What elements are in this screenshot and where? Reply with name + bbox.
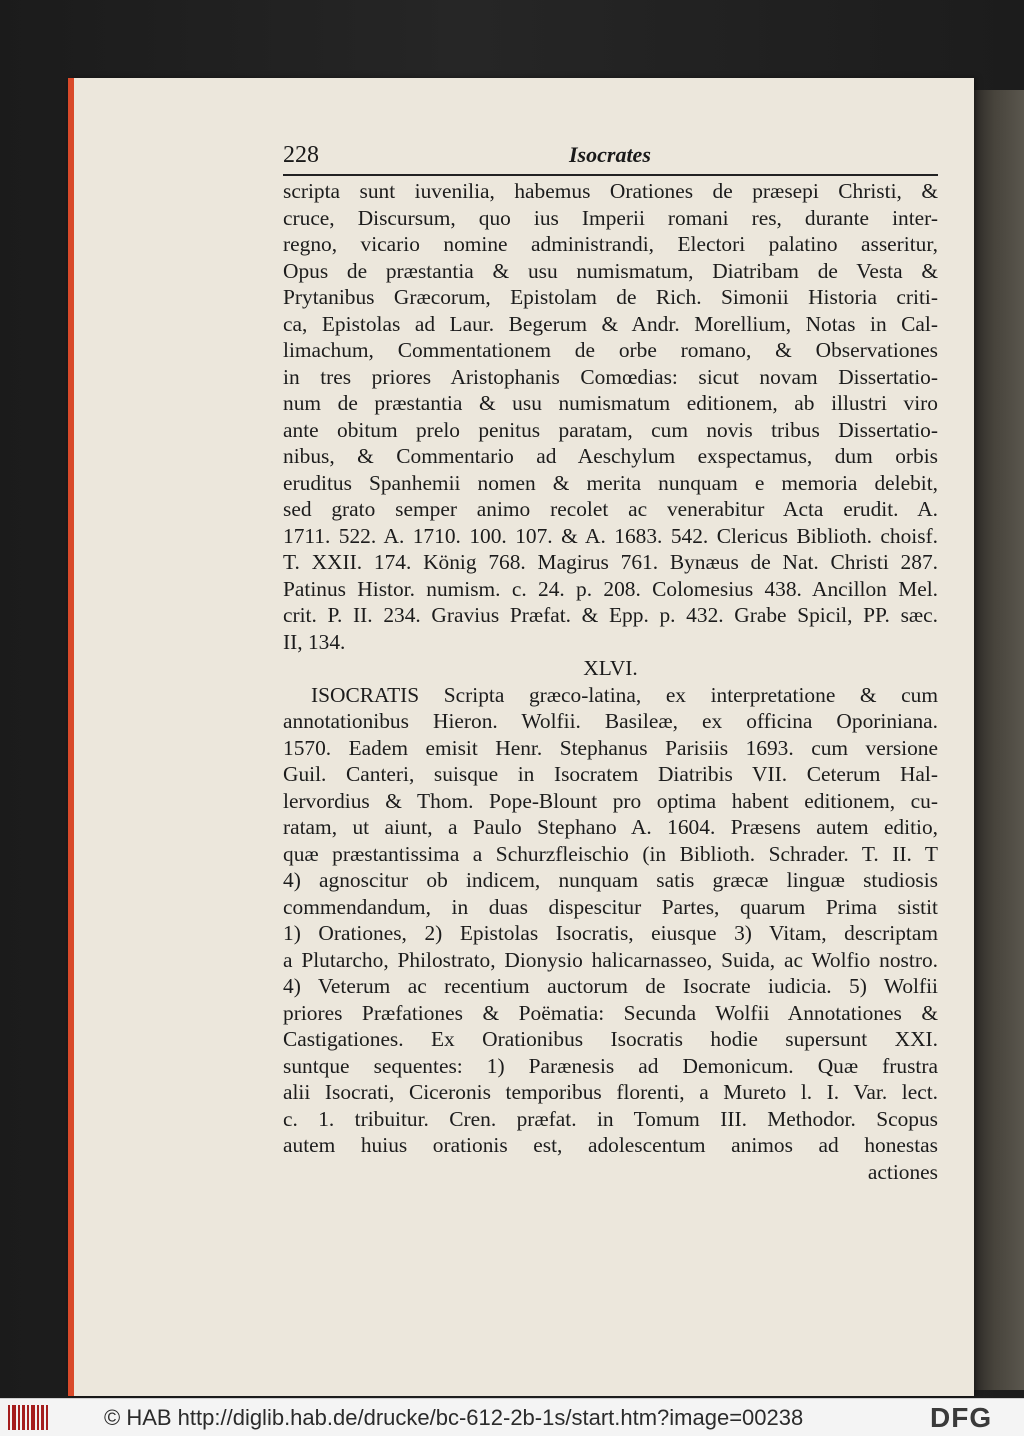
body-line: num de præstantia & usu numismatum editionem, ab illustri viro xyxy=(283,391,938,415)
body-line: eruditus Spanhemii nomen & merita nunquam e memoria delebit, xyxy=(283,470,938,495)
body-line: in tres priores Aristophanis Comœdias: sicut novam Dissertatio- xyxy=(283,364,938,389)
section-line: 1570. Eadem emisit Henr. Stephanus Parisiis 1693. cum versione xyxy=(283,735,938,760)
body-line: 1711. 522. A. 1710. 100. 107. & A. 1683. 542. Clericus Biblioth. choisf. xyxy=(283,523,938,548)
section-line: priores Præfationes & Poëmatia: Secunda Wolfii Annotationes & xyxy=(283,1000,938,1025)
body-line: crit. P. II. 234. Gravius Præfat. & Epp. p. 432. Grabe Spicil, PP. sæc. xyxy=(283,603,938,627)
section-line: 1) Orationes, 2) Epistolas Isocratis, eiusque 3) Vitam, descriptam xyxy=(283,921,938,945)
body-line: scripta sunt iuvenilia, habemus Orationes de præsepi Christi, & xyxy=(283,179,938,203)
section-line: ISOCRATIS Scripta græco-latina, ex interpretatione & cum xyxy=(311,682,938,707)
body-line: ante obitum prelo penitus paratam, cum novis tribus Dissertatio- xyxy=(283,417,938,442)
body-line: sed grato semper animo recolet ac venerabitur Acta erudit. A. xyxy=(283,497,938,521)
section-line: Guil. Canteri, suisque in Isocratem Diatribis VII. Ceterum Hal- xyxy=(283,762,938,786)
body-line: Patinus Histor. numism. c. 24. p. 208. Colomesius 438. Ancillon Mel. xyxy=(283,576,938,601)
running-head xyxy=(283,140,938,176)
dfg-logo: DFG xyxy=(930,1402,993,1433)
source-link[interactable]: © HAB http://diglib.hab.de/drucke/bc-612-2b-1s/start.htm?image=00238 xyxy=(104,1405,804,1430)
section-line: commendandum, in duas dispescitur Partes, quarum Prima sistit xyxy=(283,894,938,919)
section-line: lervordius & Thom. Pope-Blount pro optima habent editionem, cu- xyxy=(283,788,938,813)
section-line: 4) agnoscitur ob indicem, nunquam satis græcæ linguæ studiosis xyxy=(283,868,938,892)
body-line: regno, vicario nomine administrandi, Electori palatino asseritur, xyxy=(283,232,938,256)
page-number: 228 xyxy=(283,142,319,168)
body-line: Prytanibus Græcorum, Epistolam de Rich. Simonii Historia criti- xyxy=(283,285,938,309)
section-line: a Plutarcho, Philostrato, Dionysio halicarnasseo, Suida, ac Wolfio nostro. xyxy=(283,947,938,972)
section-line: autem huius orationis est, adolescentum animos ad honestas xyxy=(283,1133,938,1157)
facing-page-edge xyxy=(974,90,1024,1390)
page-edge-left xyxy=(68,78,74,1396)
body-line: T. XXII. 174. König 768. Magirus 761. Bynæus de Nat. Christi 287. xyxy=(283,550,938,574)
barcode-icon xyxy=(8,1405,48,1430)
body-line: II, 134. xyxy=(283,629,346,654)
catchword: actiones xyxy=(867,1159,938,1184)
section-line: annotationibus Hieron. Wolfii. Basileæ, ex officina Oporiniana. xyxy=(283,709,938,733)
body-line: cruce, Discursum, quo ius Imperii romani res, durante inter- xyxy=(283,205,938,230)
section-line: suntque sequentes: 1) Parænesis ad Demonicum. Quæ frustra xyxy=(283,1053,938,1078)
section-heading: XLVI. xyxy=(583,656,638,680)
section-line: ratam, ut aiunt, a Paulo Stephano A. 1604. Præsens autem editio, xyxy=(283,815,938,839)
section-line: 4) Veterum ac recentium auctorum de Isocrate iudicia. 5) Wolfii xyxy=(283,974,938,998)
section-line: quæ præstantissima a Schurzfleischio (in Biblioth. Schrader. T. II. T xyxy=(283,841,938,866)
body-line: nibus, & Commentario ad Aeschylum exspectamus, dum orbis xyxy=(283,444,938,468)
body-line: limachum, Commentationem de orbe romano, & Observationes xyxy=(283,338,938,362)
body-line: ca, Epistolas ad Laur. Begerum & Andr. Morellium, Notas in Cal- xyxy=(283,311,938,336)
section-line: alii Isocrati, Ciceronis temporibus florenti, a Mureto l. I. Var. lect. xyxy=(283,1080,938,1104)
text-block xyxy=(283,178,938,1185)
viewer-footer xyxy=(0,1398,1024,1436)
body-line: Opus de præstantia & usu numismatum, Diatribam de Vesta & xyxy=(283,258,938,283)
section-line: c. 1. tribuitur. Cren. præfat. in Tomum III. Methodor. Scopus xyxy=(283,1106,938,1131)
section-line: Castigationes. Ex Orationibus Isocratis hodie supersunt XXI. xyxy=(283,1027,938,1051)
running-title: Isocrates xyxy=(569,142,651,167)
